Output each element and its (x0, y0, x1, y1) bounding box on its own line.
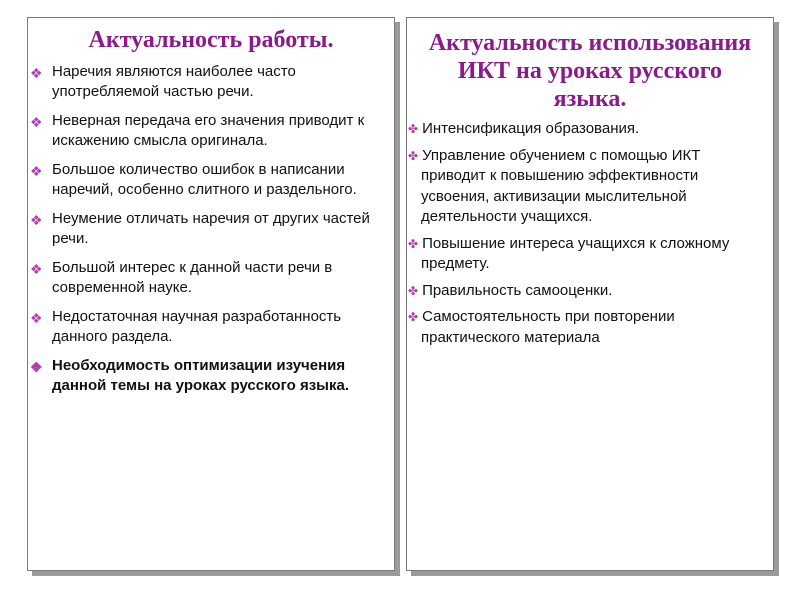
left-panel-title: Актуальность работы. (88, 27, 334, 53)
diamond-bullet-icon: ❖ (30, 310, 43, 326)
list-item: ✤ Правильность самооценки. (408, 281, 613, 299)
diamond-bullet-icon: ❖ (30, 114, 43, 130)
flower-bullet-icon: ✤ (408, 283, 419, 298)
list-item: ❖ Необходимость оптимизации изучения данной темы на уроках русского языка. (30, 357, 350, 394)
diamond-bullet-icon: ❖ (30, 65, 43, 81)
right-panel (406, 17, 774, 571)
right-bullet-list (407, 113, 773, 348)
diamond-bullet-icon: ❖ (30, 261, 43, 277)
list-item: ✤ Управление обучением с помощью ИКТ приводит к повышению эффективности усвоения, активизации мыслительной деятельности учащихся. (408, 146, 701, 225)
list-item: ✤ Самостоятельность при повторении практического материала (408, 308, 675, 346)
diamond-bullet-icon: ❖ (30, 163, 43, 179)
list-item: ❖ Наречия являются наиболее часто употребляемой частью речи. (30, 63, 296, 100)
flower-bullet-icon: ✤ (408, 236, 419, 251)
diamond-bullet-icon: ❖ (30, 212, 43, 228)
left-panel (27, 17, 395, 571)
list-item: ❖ Неверная передача его значения приводит к искажению смысла оригинала. (30, 112, 365, 149)
left-bullet-list (28, 54, 394, 396)
flower-bullet-icon: ✤ (408, 310, 419, 324)
list-item: ✤ Интенсификация образования. (408, 120, 640, 137)
list-item: ❖ Неумение отличать наречия от других частей речи. (30, 210, 370, 247)
flower-bullet-icon: ✤ (408, 122, 419, 136)
right-panel-title: Актуальность использования ИКТ на уроках русского языка. (428, 30, 752, 112)
list-item: ❖ Большое количество ошибок в написании наречий, особенно слитного и раздельного. (30, 161, 357, 198)
list-item: ❖ Недостаточная научная разработанность данного раздела. (30, 308, 342, 345)
list-item: ❖ Большой интерес к данной части речи в современной науке. (30, 259, 333, 296)
list-item: ✤ Повышение интереса учащихся к сложному предмету. (408, 234, 730, 272)
diamond-bullet-icon: ❖ (30, 359, 43, 375)
flower-bullet-icon: ✤ (408, 148, 419, 163)
